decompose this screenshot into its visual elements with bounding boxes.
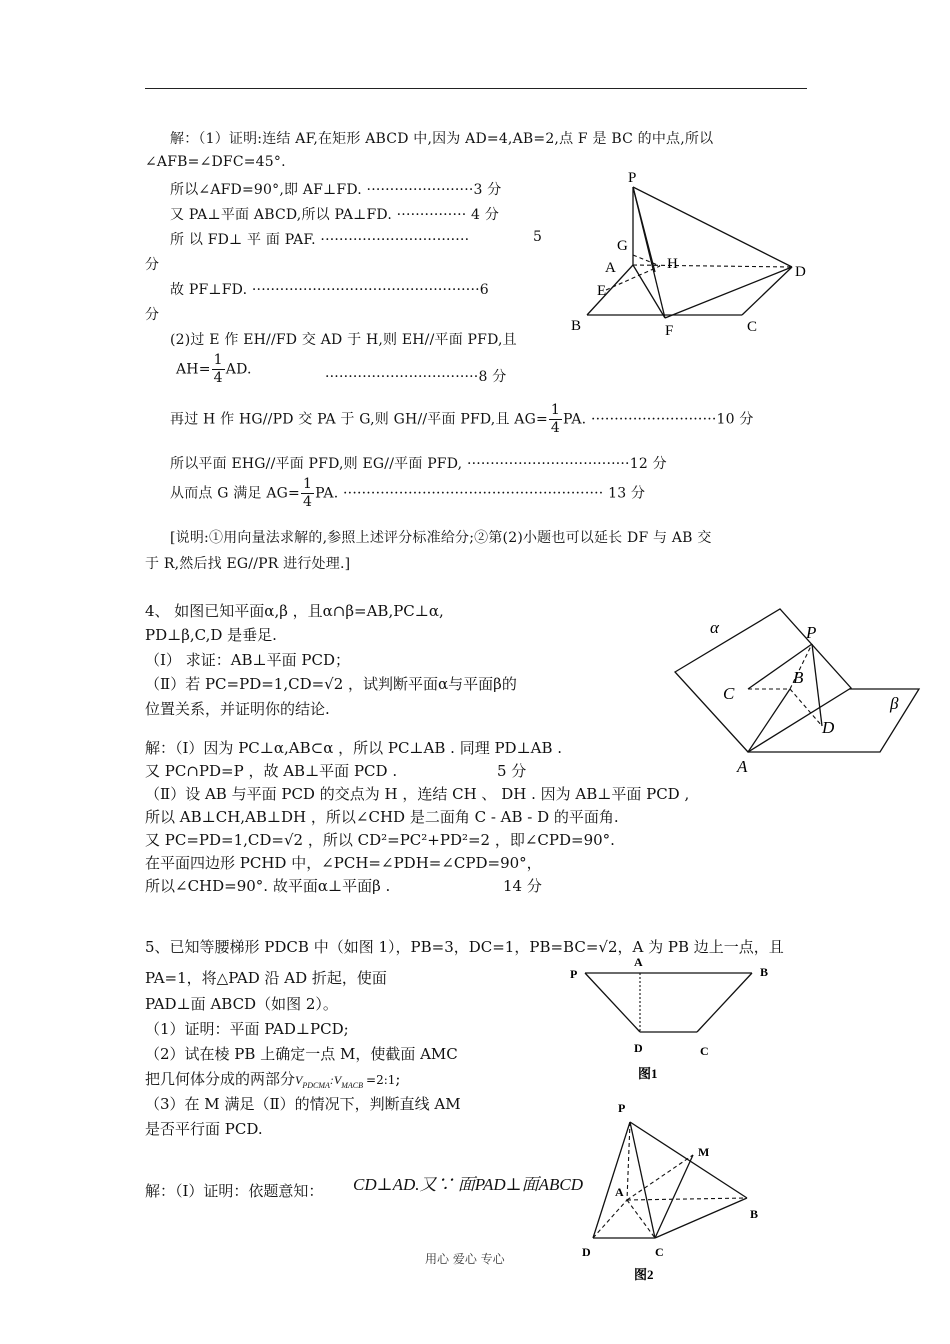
folded-pyramid-figure [570,1092,770,1292]
edge-AF [633,265,665,318]
p4-question-2: PD⊥β,C,D 是垂足. [145,626,277,644]
edge-CB [655,1198,747,1238]
p5-solution-1: 解：（I）证明：依题意知： [145,1182,324,1200]
p5-question-7: （3）在 M 满足（Ⅱ）的情况下，判断直线 AM [145,1095,461,1113]
label-beta: β [890,694,899,713]
label-P: P [570,967,578,981]
p5-question-1: 5、已知等腰梯形 PDCB 中（如图 1），PB=3，DC=1，PB=BC=√2，A 为 PB 边上一点，且 [145,938,784,956]
p3-line-8-pre: AH= [176,361,211,378]
p3-line-5-unit: 分 [145,257,160,273]
label-alpha: α [710,618,719,637]
label-B: B [571,318,582,334]
fraction [212,352,225,387]
label-D: D [795,264,806,280]
p3-line-9 [170,402,754,437]
fraction-denominator: 4 [302,494,313,510]
label-A: A [615,1185,624,1199]
volume-ratio: =2:1 [366,1073,396,1087]
label-C: C [723,684,735,703]
label-B: B [750,1207,759,1221]
fraction-numerator: 1 [213,352,223,368]
label-D: D [582,1245,591,1259]
label-P: P [806,623,817,642]
trapezoid-figure [565,948,780,1088]
p3-line-1: 解：（1）证明:连结 AF,在矩形 ABCD 中,因为 AD=4,AB=2,点 F 是 BC 的中点,所以 [170,131,714,147]
p3-line-10: 所以平面 EHG//平面 PFD,则 EG//平面 PFD, ···································12 分 [170,456,667,472]
p4-solution-7-score: 14 分 [503,877,542,895]
label-A: A [737,757,748,776]
p3-line-5-score: 5 [533,229,543,245]
p3-line-9-pre: 再过 H 作 HG//PD 交 PA 于 G,则 GH//平面 PFD,且 AG= [170,411,548,428]
fraction-denominator: 4 [550,420,561,436]
label-A: A [634,955,643,969]
p3-line-11-post: PA. ························································ 13 分 [315,485,646,502]
label-P: P [628,170,637,186]
p5-question-8: 是否平行面 PCD. [145,1120,263,1138]
label-C: C [655,1245,664,1259]
p4-solution-6: 在平面四边形 PCHD 中，∠PCH=∠PDH=∠CPD=90°， [145,854,542,872]
p4-question-4: （Ⅱ）若 PC=PD=1,CD=√2 ，试判断平面α与平面β的 [145,675,517,693]
p4-question-3: （Ⅰ） 求证：AB⊥平面 PCD； [145,651,351,669]
p5-question-3: PAD⊥面 ABCD（如图 2）。 [145,995,338,1013]
p3-note-1: [说明:①用向量法求解的,参照上述评分标准给分;②第(2)小题也可以延长 DF 与 AB 交 [170,530,712,546]
volume-symbol: V [295,1073,303,1087]
p3-line-7: (2)过 E 作 EH//FD 交 AD 于 H,则 EH//平面 PFD,且 [170,332,517,348]
edge-AB-hidden [627,1198,747,1200]
header-rule [145,88,807,89]
p4-solution-1: 解：（Ⅰ）因为 PC⊥α,AB⊂α ，所以 PC⊥AB . 同理 PD⊥AB . [145,739,563,757]
p5-question-5: （2）试在棱 PB 上确定一点 M，使截面 AMC [145,1045,458,1063]
edge-FD [665,267,792,318]
volume-subscript: MACB [341,1081,364,1090]
planes-figure [665,600,925,780]
p3-note-2: 于 R,然后找 EG//PR 进行处理.] [145,556,351,572]
p3-line-8-dots: ·································8 分 [325,369,507,385]
label-B: B [793,668,804,687]
label-P: P [618,1101,626,1115]
label-D: D [634,1041,643,1055]
label-C: C [747,319,758,335]
p3-line-3: 所以∠AFD=90°,即 AF⊥FD. ·······················3 分 [170,182,502,198]
p3-line-6: 故 PF⊥FD. ·················································6 [170,282,489,298]
edge-CD [742,267,792,315]
label-E: E [597,283,607,299]
p3-line-8 [176,352,252,387]
p3-line-4: 又 PA⊥平面 ABCD,所以 PA⊥FD. ··············· 4 分 [170,207,500,223]
fraction-numerator: 1 [550,402,561,418]
label-F: F [665,323,674,339]
p5-question-6-text: 把几何体分成的两部分 [145,1070,296,1088]
edge-PD [593,1122,630,1238]
label-C: C [700,1044,709,1058]
pyramid-figure [560,162,820,342]
p3-line-6-unit: 分 [145,307,160,323]
p4-solution-4: 所以 AB⊥CH,AB⊥DH ，所以∠CHD 是二面角 C - AB - D 的平面角. [145,808,619,826]
p4-solution-7: 所以∠CHD=90°. 故平面α⊥平面β . [145,877,391,895]
label-M: M [698,1145,710,1159]
p4-solution-3: （Ⅱ）设 AB 与平面 PCD 的交点为 H ，连结 CH 、 DH . 因为 AB⊥平面 PCD , [145,785,690,803]
p5-question-2: PA=1，将△PAD 沿 AD 折起，使面 [145,969,387,987]
edge-PA-hidden [627,1122,630,1200]
label-B: B [760,965,769,979]
p4-solution-2-score: 5 分 [497,762,527,780]
edge-GH-hidden [633,255,660,266]
label-H: H [667,256,678,272]
caption-fig1: 图1 [638,1066,658,1081]
p4-solution-5: 又 PC=PD=1,CD=√2 ，所以 CD²=PC²+PD²=2 ，即∠CPD=90°. [145,831,615,849]
p3-line-8-post: AD. [225,361,252,378]
fraction-numerator: 1 [302,476,313,492]
volume-symbol: :V [329,1073,342,1087]
p5-solution-1-math: CD⊥AD.又∵ 面PAD⊥面ABCD [353,1175,583,1194]
p3-line-5: 所 以 FD⊥ 平 面 PAF. ································ [170,232,470,248]
p3-line-2: ∠AFB=∠DFC=45°. [145,154,286,170]
label-G: G [617,238,628,254]
label-A: A [605,260,616,276]
p5-question-4: （1）证明：平面 PAD⊥PCD; [145,1020,349,1038]
volume-subscript: PDCMA [302,1081,330,1090]
fraction [549,402,562,437]
caption-fig2: 图2 [634,1267,654,1282]
edge-PF [633,187,665,318]
p4-solution-2: 又 PC∩PD=P ，故 AB⊥平面 PCD . [145,762,398,780]
p5-question-6-end: ; [395,1070,401,1088]
p4-question-5: 位置关系，并证明你的结论. [145,700,330,718]
fraction [301,476,314,511]
edge-DA-hidden [593,1200,627,1238]
page-footer: 用心 爱心 专心 [425,1252,505,1266]
edge-PD [633,187,792,267]
edge-PD [585,973,640,1032]
label-D: D [822,718,835,737]
edge-PC [630,1122,655,1238]
p5-question-6 [145,1068,400,1090]
edge-AD-hidden [633,265,792,267]
p3-line-11 [170,476,645,511]
fraction-denominator: 4 [213,370,223,386]
edge-CB [697,973,752,1032]
p4-question-1: 4、 如图已知平面α,β ，且α∩β=AB,PC⊥α, [145,602,444,620]
p3-line-11-pre: 从而点 G 满足 AG= [170,485,300,502]
p3-line-9-post: PA. ···························10 分 [563,411,754,428]
